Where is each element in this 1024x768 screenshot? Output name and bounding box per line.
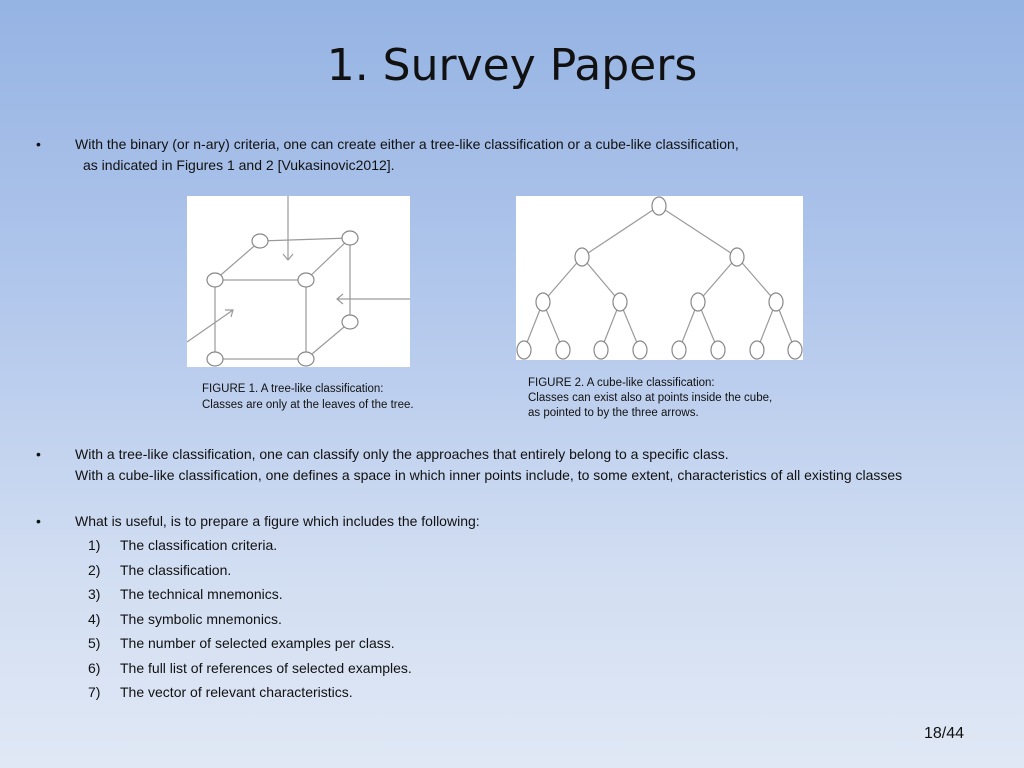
cube-node	[342, 231, 358, 245]
list-item: The symbolic mnemonics.	[120, 611, 282, 627]
tree-leaf	[556, 341, 570, 359]
list-item-number: 3)	[88, 586, 101, 602]
cube-node	[207, 352, 223, 366]
bullet-2-line-2: With a cube-like classification, one defines a space in which inner points include, to some extent, characteristics of all existing classes	[75, 467, 903, 483]
cube-node	[298, 352, 314, 366]
tree-leaf	[750, 341, 764, 359]
list-item: The classification.	[120, 562, 232, 578]
tree-node	[691, 293, 705, 311]
page-number: 18/44	[924, 725, 965, 742]
figure-2-tree-image	[516, 196, 803, 360]
list-item-number: 6)	[88, 660, 101, 676]
cube-diagram	[187, 196, 410, 367]
list-item: The full list of references of selected examples.	[120, 660, 412, 676]
cube-node	[342, 315, 358, 329]
tree-leaf	[672, 341, 686, 359]
figure-2-caption-line-2: Classes can exist also at points inside the cube,	[528, 392, 773, 404]
arrow-bottom-left	[187, 310, 233, 342]
bullet-2-line-1: With a tree-like classification, one can classify only the approaches that entirely belong to a specific class.	[75, 446, 729, 462]
list-item: The classification criteria.	[120, 537, 278, 553]
tree-node	[575, 248, 589, 266]
tree-node	[769, 293, 783, 311]
tree-leaf	[594, 341, 608, 359]
tree-leaf	[788, 341, 802, 359]
list-item-number: 7)	[88, 684, 101, 700]
bullet-1-line-2: as indicated in Figures 1 and 2 [Vukasinovic2012].	[83, 157, 395, 173]
tree-leaf	[711, 341, 725, 359]
list-item-number: 2)	[88, 562, 101, 578]
tree-leaf	[517, 341, 531, 359]
list-item: The vector of relevant characteristics.	[120, 684, 353, 700]
tree-leaf	[633, 341, 647, 359]
tree-node	[730, 248, 744, 266]
tree-node	[536, 293, 550, 311]
bullet-3-line-1: What is useful, is to prepare a figure which includes the following:	[75, 513, 480, 529]
tree-diagram	[516, 196, 803, 360]
slide-title: 1. Survey Papers	[326, 40, 698, 91]
cube-node	[207, 273, 223, 287]
tree-node	[613, 293, 627, 311]
figure-1-cube-image	[187, 196, 410, 367]
bullet-marker: •	[36, 136, 41, 152]
tree-node	[652, 197, 666, 215]
figure-2-caption-line-1: FIGURE 2. A cube-like classification:	[528, 377, 715, 389]
list-item-number: 5)	[88, 635, 101, 651]
bullet-marker: •	[36, 513, 41, 529]
list-item-number: 4)	[88, 611, 101, 627]
figure-2-caption-line-3: as pointed to by the three arrows.	[528, 407, 699, 419]
cube-node	[298, 273, 314, 287]
list-item: The technical mnemonics.	[120, 586, 283, 602]
bullet-1-line-1: With the binary (or n-ary) criteria, one can create either a tree-like classification or a cube-like classification,	[75, 136, 739, 152]
cube-node	[252, 234, 268, 248]
list-item: The number of selected examples per class.	[120, 635, 395, 651]
figure-1-caption-line-1: FIGURE 1. A tree-like classification:	[202, 383, 384, 395]
figure-1-caption-line-2: Classes are only at the leaves of the tree.	[202, 399, 414, 411]
bullet-marker: •	[36, 446, 41, 462]
list-item-number: 1)	[88, 537, 101, 553]
cube-front-face	[215, 280, 306, 359]
